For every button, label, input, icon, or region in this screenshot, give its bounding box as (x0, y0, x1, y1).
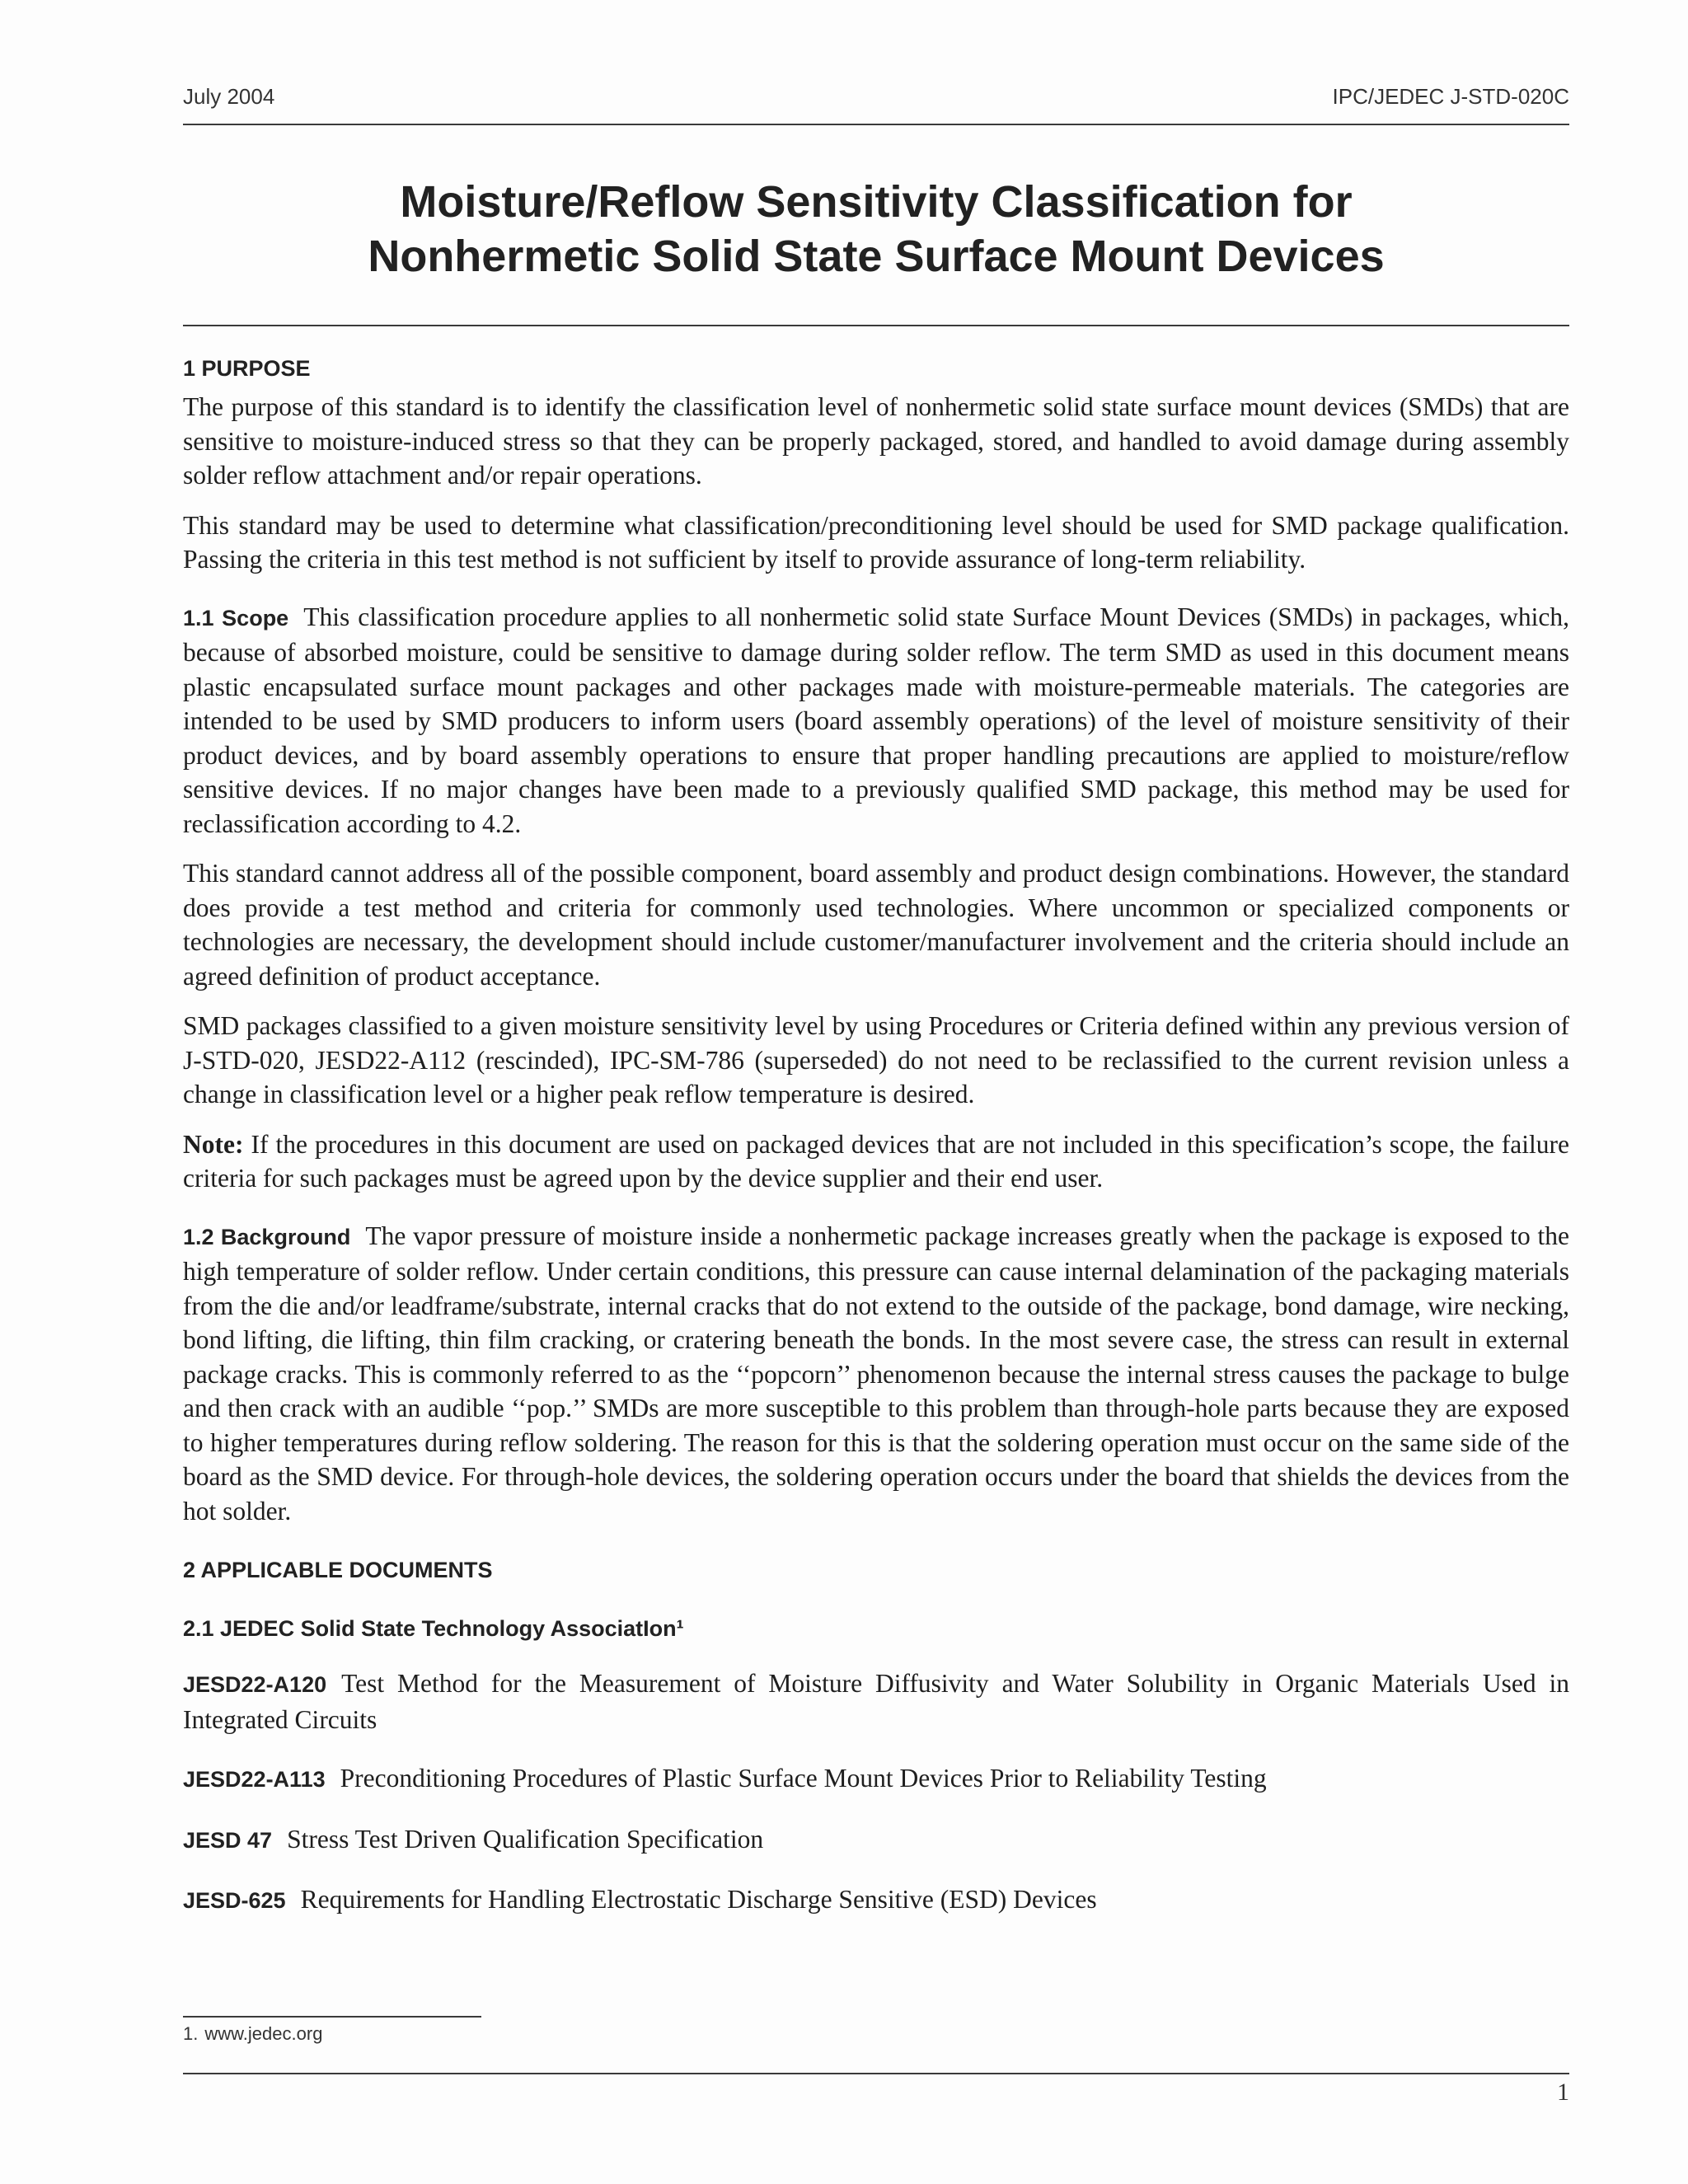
reference-id: JESD22-A113 (183, 1767, 326, 1792)
footnote-marker: 1. (183, 2023, 199, 2044)
section-heading-purpose: 1 PURPOSE (183, 356, 311, 381)
scope-paragraph-1 (183, 600, 1569, 841)
header-rule (183, 124, 1569, 125)
reference-item (183, 1882, 1569, 1919)
page-number: 1 (1557, 2079, 1569, 2106)
reference-id: JESD 47 (183, 1827, 273, 1853)
title-rule (183, 325, 1569, 326)
document-title (183, 175, 1569, 284)
document-body (183, 356, 1569, 1919)
footer-rule (183, 2073, 1569, 2074)
reference-id: JESD22-A120 (183, 1672, 327, 1697)
footnote (183, 2023, 322, 2045)
reference-title: Stress Test Driven Qualification Specification (287, 1824, 764, 1854)
subsection-heading-jedec: 2.1 JEDEC Solid State Technology AssociatIon¹ (183, 1616, 684, 1641)
reference-item (183, 1761, 1569, 1797)
header-date: July 2004 (183, 84, 275, 109)
scope-paragraph-3: SMD packages classified to a given moisture sensitivity level by using Procedures or Criteria defined within any previous version of J-STD-020, JESD22-A112 (rescinded), IPC-SM-786 (superseded) do not need to be reclassified to the current revision unless a change in classification level or a higher peak reflow temperature is desired. (183, 1011, 1569, 1108)
reference-item (183, 1666, 1569, 1736)
scope-note (183, 1127, 1569, 1196)
reference-title: Requirements for Handling Electrostatic Discharge Sensitive (ESD) Devices (300, 1885, 1097, 1914)
reference-title: Preconditioning Procedures of Plastic Surface Mount Devices Prior to Reliability Testing (340, 1764, 1267, 1793)
note-label: Note: (183, 1129, 244, 1159)
note-text: If the procedures in this document are used on packaged devices that are not included in this specification’s scope, the failure criteria for such packages must be agreed upon by the device supplier and their end user. (183, 1129, 1570, 1193)
background-paragraph (183, 1219, 1569, 1529)
footnote-link[interactable]: www.jedec.org (204, 2023, 323, 2044)
purpose-paragraph-2: This standard may be used to determine what classification/preconditioning level should be used for SMD package qualification. Passing the criteria in this test method is not sufficient by itself to provide assurance of long-term reliability. (183, 510, 1569, 574)
scope-paragraph-2: This standard cannot address all of the possible component, board assembly and product design combinations. However, the standard does provide a test method and criteria for commonly used technologies. Where uncommon or specialized components or technologies are necessary, the development should include customer/manufacturer involvement and the criteria should include an agreed definition of product acceptance. (183, 859, 1569, 991)
document-page (183, 0, 1569, 2184)
reference-title: Test Method for the Measurement of Moisture Diffusivity and Water Solubility in Organic Materials Used in Integrated Circuits (183, 1669, 1569, 1734)
purpose-paragraph-1: The purpose of this standard is to identify the classification level of nonhermetic solid state surface mount devices (SMDs) that are sensitive to moisture-induced stress so that they can be properly packaged, stored, and handled to avoid damage during assembly solder reflow attachment and/or repair operations. (183, 392, 1569, 490)
background-heading: 1.2 Background (183, 1224, 351, 1249)
section-heading-applicable-documents: 2 APPLICABLE DOCUMENTS (183, 1558, 493, 1582)
reference-item (183, 1822, 1569, 1858)
reference-id: JESD-625 (183, 1888, 286, 1913)
background-text: The vapor pressure of moisture inside a nonhermetic package increases greatly when the package is exposed to the high temperature of solder reflow. Under certain conditions, this pressure can cause internal delamination of the packaging materials from the die and/or leadframe/substrate, internal cracks that do not extend to the outside of the package, bond damage, wire necking, bond lifting, die lifting, thin film cracking, or cratering beneath the bonds. In the most severe case, the stress can result in external package cracks. This is commonly referred to as the ‘‘popcorn’’ phenomenon because the internal stress causes the package to bulge and then crack with an audible ‘‘pop.’’ SMDs are more susceptible to this problem than through-hole parts because they are exposed to higher temperatures during reflow soldering. The reason for this is that the soldering operation must occur on the same side of the board as the SMD device. For through-hole devices, the soldering operation occurs under the board that shields the devices from the hot solder. (183, 1221, 1569, 1526)
footnote-rule (183, 2016, 481, 2018)
scope-text: This classification procedure applies to all nonhermetic solid state Surface Mount Devices (SMDs) in packages, which, because of absorbed moisture, could be sensitive to damage during solder reflow. The term SMD as used in this document means plastic encapsulated surface mount packages and other packages made with moisture-permeable materials. The categories are intended to be used by SMD producers to inform users (board assembly operations) of the level of moisture sensitivity of their product devices, and by board assembly operations to ensure that proper handling precautions are applied to moisture/reflow sensitive devices. If no major changes have been made to a previously qualified SMD package, this method may be used for reclassification according to 4.2. (183, 602, 1569, 838)
title-line-1: Moisture/Reflow Sensitivity Classification for (400, 177, 1353, 227)
title-line-2: Nonhermetic Solid State Surface Mount Devices (368, 232, 1385, 281)
scope-heading: 1.1 Scope (183, 605, 289, 630)
running-header (183, 84, 1569, 117)
header-document-id: IPC/JEDEC J-STD-020C (1332, 84, 1569, 109)
